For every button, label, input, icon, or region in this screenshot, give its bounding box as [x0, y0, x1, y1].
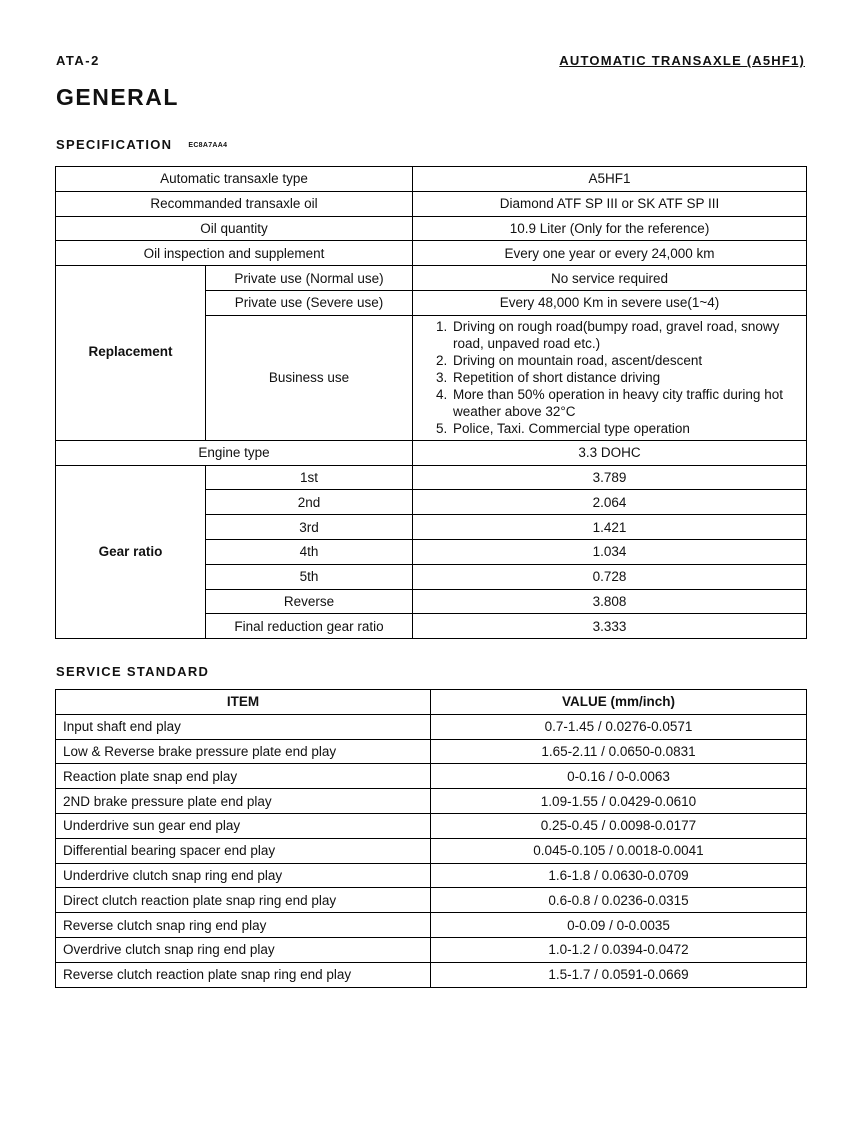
- service-standard-heading: SERVICE STANDARD: [56, 664, 210, 679]
- list-item: 2. Driving on mountain road, ascent/descent: [451, 352, 802, 369]
- item-cell: Underdrive clutch snap ring end play: [56, 863, 431, 888]
- spec-value: Every one year or every 24,000 km: [413, 241, 807, 266]
- gear-ratio-value: 3.789: [413, 465, 807, 490]
- spec-label: Oil inspection and supplement: [56, 241, 413, 266]
- spec-value: 10.9 Liter (Only for the reference): [413, 216, 807, 241]
- spec-value: A5HF1: [413, 167, 807, 192]
- table-row: [56, 913, 807, 938]
- column-header-item: ITEM: [56, 690, 431, 715]
- gear-name: 1st: [206, 465, 413, 490]
- table-row: [56, 962, 807, 987]
- table-row: [56, 739, 807, 764]
- gear-ratio-label: Gear ratio: [56, 465, 206, 639]
- spec-value: Diamond ATF SP III or SK ATF SP III: [413, 191, 807, 216]
- spec-row-type: [56, 167, 807, 192]
- spec-label: Engine type: [56, 440, 413, 465]
- value-cell: 1.65-2.11 / 0.0650-0.0831: [431, 739, 807, 764]
- value-cell: 1.0-1.2 / 0.0394-0.0472: [431, 937, 807, 962]
- list-item: 3. Repetition of short distance driving: [451, 369, 802, 386]
- table-row: [56, 888, 807, 913]
- page-code: ATA-2: [56, 53, 100, 68]
- table-row: [56, 813, 807, 838]
- gear-name: 4th: [206, 539, 413, 564]
- replacement-label: Replacement: [56, 266, 206, 441]
- gear-ratio-value: 1.034: [413, 539, 807, 564]
- item-cell: Low & Reverse brake pressure plate end play: [56, 739, 431, 764]
- item-cell: Reaction plate snap end play: [56, 764, 431, 789]
- spec-sublabel: Business use: [206, 315, 413, 440]
- gear-ratio-value: 0.728: [413, 564, 807, 589]
- spec-sublabel: Private use (Severe use): [206, 290, 413, 315]
- spec-value: No service required: [413, 266, 807, 291]
- table-row: [56, 764, 807, 789]
- spec-sublabel: Private use (Normal use): [206, 266, 413, 291]
- section-title: AUTOMATIC TRANSAXLE (A5HF1): [559, 53, 805, 68]
- table-row: [56, 937, 807, 962]
- table-header-row: [56, 690, 807, 715]
- gear-name: Final reduction gear ratio: [206, 614, 413, 639]
- business-conditions: [413, 315, 807, 440]
- gear-name: 2nd: [206, 490, 413, 515]
- spec-row-gear: [56, 465, 807, 490]
- gear-ratio-value: 3.333: [413, 614, 807, 639]
- list-item: 1. Driving on rough road(bumpy road, gravel road, snowy road, unpaved road etc.): [451, 318, 802, 352]
- spec-value: 3.3 DOHC: [413, 440, 807, 465]
- value-cell: 0-0.09 / 0-0.0035: [431, 913, 807, 938]
- spec-value: Every 48,000 Km in severe use(1~4): [413, 290, 807, 315]
- gear-name: Reverse: [206, 589, 413, 614]
- service-standard-table: [55, 689, 807, 988]
- item-cell: Reverse clutch reaction plate snap ring end play: [56, 962, 431, 987]
- gear-ratio-value: 3.808: [413, 589, 807, 614]
- spec-row-replacement-normal: [56, 266, 807, 291]
- value-cell: 0.045-0.105 / 0.0018-0.0041: [431, 838, 807, 863]
- table-row: [56, 714, 807, 739]
- gear-name: 3rd: [206, 515, 413, 540]
- specification-code: EC8A7AA4: [188, 142, 228, 150]
- table-row: [56, 838, 807, 863]
- value-cell: 0.6-0.8 / 0.0236-0.0315: [431, 888, 807, 913]
- table-row: [56, 789, 807, 814]
- list-item: 4. More than 50% operation in heavy city traffic during hot weather above 32°C: [451, 386, 802, 420]
- specification-table: [55, 166, 807, 639]
- gear-name: 5th: [206, 564, 413, 589]
- value-cell: 1.5-1.7 / 0.0591-0.0669: [431, 962, 807, 987]
- value-cell: 1.09-1.55 / 0.0429-0.0610: [431, 789, 807, 814]
- value-cell: 0.25-0.45 / 0.0098-0.0177: [431, 813, 807, 838]
- item-cell: Reverse clutch snap ring end play: [56, 913, 431, 938]
- item-cell: Differential bearing spacer end play: [56, 838, 431, 863]
- column-header-value: VALUE (mm/inch): [431, 690, 807, 715]
- spec-label: Automatic transaxle type: [56, 167, 413, 192]
- item-cell: Underdrive sun gear end play: [56, 813, 431, 838]
- spec-row-quantity: [56, 216, 807, 241]
- specification-heading-text: SPECIFICATION: [56, 137, 173, 152]
- value-cell: 1.6-1.8 / 0.0630-0.0709: [431, 863, 807, 888]
- value-cell: 0.7-1.45 / 0.0276-0.0571: [431, 714, 807, 739]
- gear-ratio-value: 1.421: [413, 515, 807, 540]
- spec-row-engine: [56, 440, 807, 465]
- business-condition-list: [417, 318, 802, 437]
- table-row: [56, 863, 807, 888]
- item-cell: Input shaft end play: [56, 714, 431, 739]
- item-cell: Direct clutch reaction plate snap ring end play: [56, 888, 431, 913]
- gear-ratio-value: 2.064: [413, 490, 807, 515]
- value-cell: 0-0.16 / 0-0.0063: [431, 764, 807, 789]
- spec-row-inspection: [56, 241, 807, 266]
- spec-label: Oil quantity: [56, 216, 413, 241]
- spec-row-oil: [56, 191, 807, 216]
- list-item: 5. Police, Taxi. Commercial type operation: [451, 420, 802, 437]
- item-cell: Overdrive clutch snap ring end play: [56, 937, 431, 962]
- specification-heading: [56, 137, 227, 152]
- page-title: GENERAL: [56, 84, 179, 110]
- item-cell: 2ND brake pressure plate end play: [56, 789, 431, 814]
- spec-label: Recommanded transaxle oil: [56, 191, 413, 216]
